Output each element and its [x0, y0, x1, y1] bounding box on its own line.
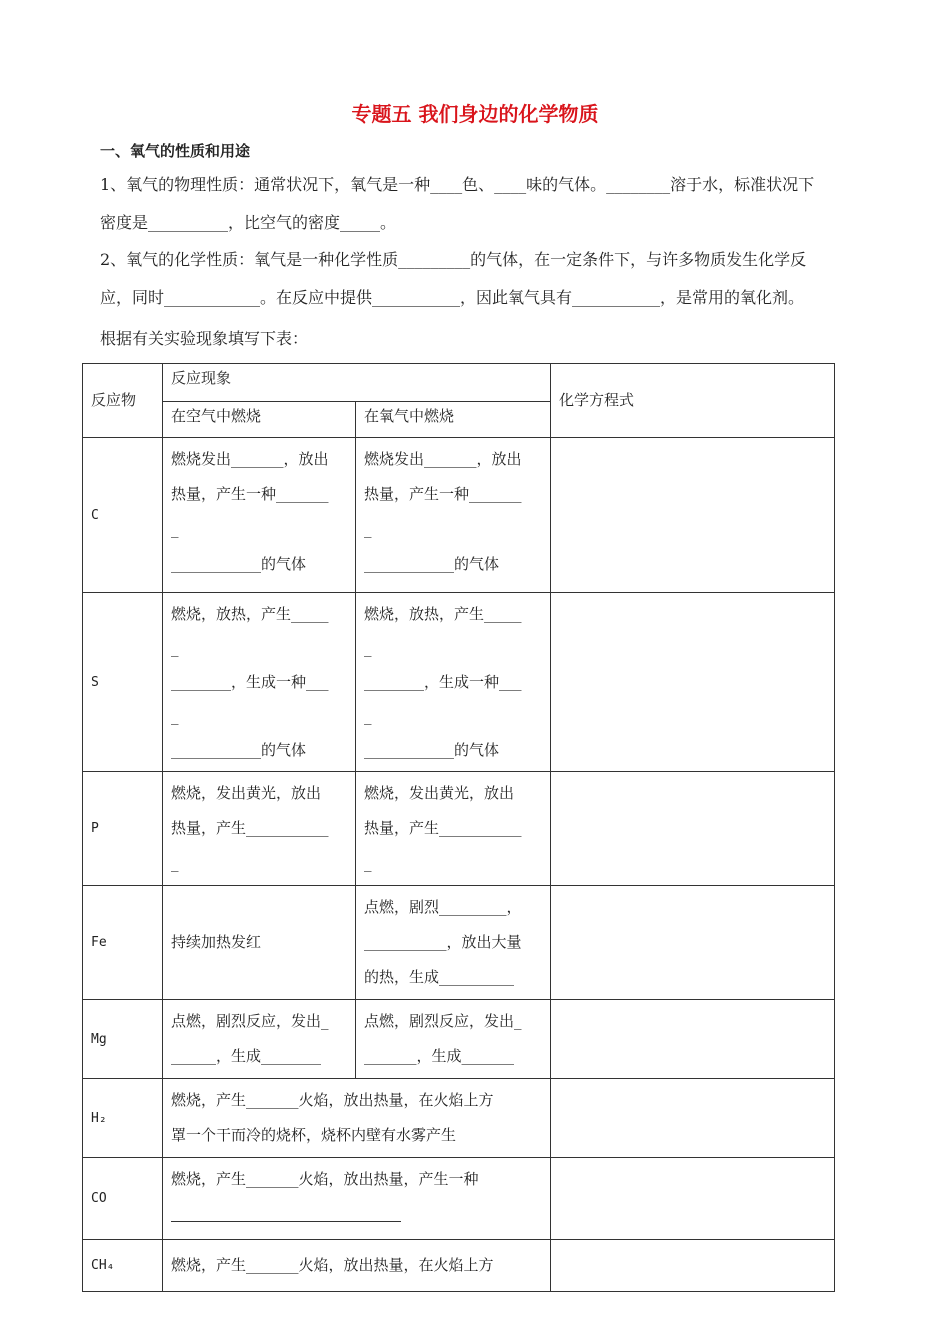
cell-line: 燃烧，放热，产生_____ [171, 605, 329, 623]
ch4-phenomenon-cell [163, 1240, 551, 1292]
p-air-cell [163, 772, 356, 886]
answer-blank-line[interactable] [171, 1197, 401, 1222]
cell-line: 燃烧，发出黄光，放出 [171, 784, 322, 802]
cell-line: 罩一个干而冷的烧杯，烧杯内壁有水雾产生 [171, 1126, 457, 1144]
p-oxygen-cell [356, 772, 551, 886]
cell-line: 燃烧，产生_______火焰，放出热量，在火焰上方 [171, 1091, 494, 1109]
cell-line: _ [171, 854, 179, 872]
reactant-s: S [83, 593, 163, 772]
header-reactant: 反应物 [83, 364, 163, 438]
cell-line: ____________的气体 [171, 555, 307, 573]
reactant-ch4: CH₄ [83, 1240, 163, 1292]
c-oxygen-cell [356, 438, 551, 593]
cell-line: _ [171, 520, 179, 538]
fe-oxygen-cell [356, 886, 551, 1000]
ch4-equation-cell[interactable] [551, 1240, 835, 1292]
cell-line: ____________的气体 [364, 555, 500, 573]
cell-line: 热量，产生___________ [171, 819, 329, 837]
paragraph-line: 2、氧气的化学性质：氧气是一种化学性质_________的气体，在一定条件下，与许多物质发生化学反 [100, 250, 807, 269]
cell-line: _ [364, 639, 372, 657]
cell-line: 燃烧发出_______，放出 [171, 450, 329, 468]
cell-line: 燃烧发出_______，放出 [364, 450, 522, 468]
mg-oxygen-cell [356, 1000, 551, 1079]
page-title: 专题五 我们身边的化学物质 [351, 102, 599, 126]
reactant-h2: H₂ [83, 1079, 163, 1158]
cell-line: 热量，产生一种_______ [364, 485, 522, 503]
cell-line: 燃烧，发出黄光，放出 [364, 784, 515, 802]
cell-line: ________，生成一种___ [364, 673, 522, 691]
reactant-fe: Fe [83, 886, 163, 1000]
p-equation-cell[interactable] [551, 772, 835, 886]
cell-line: 燃烧，产生_______火焰，放出热量，产生一种 [171, 1170, 479, 1188]
reactant-p: P [83, 772, 163, 886]
cell-line: _ [171, 639, 179, 657]
reactant-mg: Mg [83, 1000, 163, 1079]
cell-line: ________，生成一种___ [171, 673, 329, 691]
cell-line: 点燃，剧烈_________， [364, 898, 522, 916]
cell-line: 燃烧，产生_______火焰，放出热量，在火焰上方 [171, 1256, 494, 1274]
paragraph-chemical-properties [100, 241, 852, 317]
cell-line: 燃烧，放热，产生_____ [364, 605, 522, 623]
cell-line: ___________，放出大量 [364, 933, 522, 951]
h2-phenomenon-cell [163, 1079, 551, 1158]
section-heading: 一、氧气的性质和用途 [100, 142, 251, 160]
cell-line: ______，生成________ [171, 1047, 322, 1065]
co-equation-cell[interactable] [551, 1158, 835, 1240]
cell-line: _______，生成_______ [364, 1047, 515, 1065]
cell-line: 持续加热发红 [171, 933, 262, 951]
s-air-cell [163, 593, 356, 772]
reaction-table [82, 363, 835, 1292]
reactant-c: C [83, 438, 163, 593]
paragraph-line: 1、氧气的物理性质：通常状况下，氧气是一种____色、____味的气体。________溶于水，标准状况下 [100, 175, 815, 194]
paragraph-line: 密度是__________，比空气的密度_____。 [100, 213, 397, 232]
header-equation: 化学方程式 [551, 364, 835, 438]
cell-line: 热量，产生一种_______ [171, 485, 329, 503]
cell-line: _ [364, 707, 372, 725]
fe-air-cell [163, 886, 356, 1000]
s-oxygen-cell [356, 593, 551, 772]
cell-line: 点燃，剧烈反应，发出_ [171, 1012, 329, 1030]
mg-equation-cell[interactable] [551, 1000, 835, 1079]
header-phenomenon: 反应现象 [163, 364, 551, 402]
cell-line: _ [364, 854, 372, 872]
paragraph-physical-properties [100, 166, 852, 242]
paragraph-instruction: 根据有关实验现象填写下表： [100, 329, 309, 348]
cell-line: 点燃，剧烈反应，发出_ [364, 1012, 522, 1030]
s-equation-cell[interactable] [551, 593, 835, 772]
header-in-air: 在空气中燃烧 [163, 402, 356, 438]
reactant-co: CO [83, 1158, 163, 1240]
cell-line: _ [364, 520, 372, 538]
c-air-cell [163, 438, 356, 593]
c-equation-cell[interactable] [551, 438, 835, 593]
fe-equation-cell[interactable] [551, 886, 835, 1000]
cell-line: 热量，产生___________ [364, 819, 522, 837]
cell-line: ____________的气体 [171, 741, 307, 759]
cell-line: ____________的气体 [364, 741, 500, 759]
co-phenomenon-cell [163, 1158, 551, 1240]
paragraph-line: 应，同时____________。在反应中提供___________，因此氧气具有___________，是常用的氧化剂。 [100, 288, 805, 307]
cell-line: 的热，生成__________ [364, 968, 515, 986]
cell-line: _ [171, 707, 179, 725]
mg-air-cell [163, 1000, 356, 1079]
h2-equation-cell[interactable] [551, 1079, 835, 1158]
header-in-oxygen: 在氧气中燃烧 [356, 402, 551, 438]
